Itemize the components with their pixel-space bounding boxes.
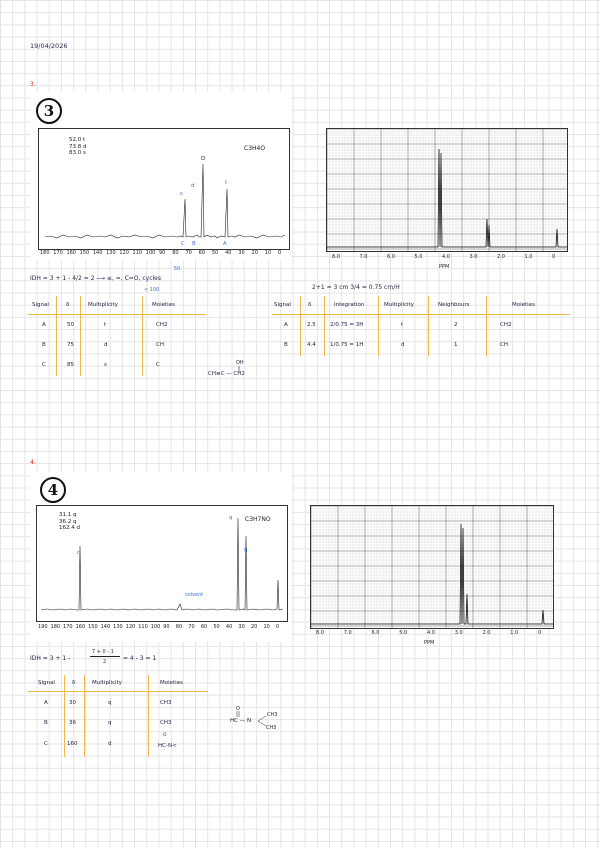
axis-tick-label: 50: [211, 250, 219, 256]
axis-tick-label: 3.0: [469, 254, 478, 260]
p4-row-c-o: O: [163, 733, 167, 738]
region-label-C: C: [181, 241, 185, 247]
problem4-ihd-num: 7 + 0 - 1: [92, 649, 114, 655]
axis-tick-label: 120: [125, 624, 136, 630]
problem4-hnmr-spectrum: [310, 505, 554, 629]
axis-tick-label: 130: [106, 250, 116, 256]
axis-tick-label: 170: [63, 624, 73, 630]
p4-row-b-shift: 36: [69, 720, 76, 726]
p4-solvent-label: solvent: [185, 592, 204, 598]
p4-row-a-signal: A: [44, 700, 48, 706]
region-label-B: B: [192, 241, 196, 247]
h-row-a-moiety: CH2: [500, 322, 512, 328]
p4-row-a-shift: 30: [69, 700, 76, 706]
problem3-hnmr-table: [272, 296, 572, 356]
axis-tick-label: 1.0: [510, 630, 519, 636]
p4-header-multiplicity: Multiplicity: [92, 680, 122, 686]
h-header-shift: δ: [308, 302, 312, 308]
axis-tick-label: 140: [100, 624, 111, 630]
axis-tick-label: 8.0: [332, 254, 340, 260]
axis-tick-label: 6.0: [387, 254, 395, 260]
problem3-circled-number: 3: [36, 98, 62, 124]
axis-tick-label: 130: [113, 624, 123, 630]
p4-peak-label-d: d: [77, 550, 81, 556]
axis-tick-label: 80: [172, 250, 179, 256]
axis-tick-label: 60: [200, 624, 208, 630]
problem3-hnmr-spectrum: [326, 128, 568, 252]
problem3-structure-bond: [238, 366, 242, 372]
problem4-structure-ch3b: CH3: [266, 725, 277, 731]
problem4-hnmr-axis: [310, 630, 552, 638]
region-label-A: A: [223, 241, 227, 247]
p4-row-c-mult: d: [108, 741, 112, 747]
p4-header-shift: δ: [72, 680, 76, 686]
p4-header-moieties: Moieties: [160, 680, 183, 686]
problem4-hnmr-unit: PPM: [424, 640, 435, 646]
axis-tick-label: 20: [250, 624, 258, 630]
p4-row-c-shift: 160: [67, 741, 78, 747]
p4-row-a-mult: q: [108, 700, 112, 706]
problem4-ihd-right: = 4 - 3 = 1: [123, 655, 157, 662]
problem3-h-note: 2+1 = 3 cm 3/4 = 0.75 cm/H: [312, 284, 400, 291]
axis-tick-label: 190: [38, 624, 48, 630]
problem3-ihd-note-top: 50: [174, 266, 181, 272]
axis-tick-label: 60: [198, 250, 206, 256]
axis-tick-label: 100: [145, 250, 156, 256]
problem4-circled-number: 4: [40, 477, 66, 503]
p4-row-b-moiety: CH3: [160, 720, 172, 726]
p4-peak-label-q1: q: [229, 515, 233, 521]
table-row-b-signal: B: [42, 342, 46, 348]
h-row-a-shift: 2.5: [307, 322, 316, 328]
peak-label-t: t: [225, 180, 228, 186]
problem3-cnmr-table: [28, 296, 208, 376]
problem3-hnmr-grid: [327, 129, 567, 251]
p4-row-c-moiety: HC-N<: [158, 743, 177, 749]
axis-tick-label: 170: [53, 250, 63, 256]
axis-tick-label: 90: [163, 624, 170, 630]
problem4-formula: C3H7NO: [245, 516, 271, 523]
axis-tick-label: 120: [119, 250, 129, 256]
table-row-a-moiety: CH2: [156, 322, 168, 328]
problem4-hnmr-grid: [311, 506, 553, 628]
h-row-b-signal: B: [284, 342, 288, 348]
p4-header-signal: Signal: [38, 680, 55, 686]
axis-tick-label: 10: [263, 624, 270, 630]
table-row-a-mult: t: [104, 322, 107, 328]
table-row-c-moiety: C: [156, 362, 160, 368]
axis-tick-label: 5.0: [414, 254, 423, 260]
problem4-structure-double-bond: [236, 711, 240, 717]
axis-tick-label: 0: [276, 624, 280, 630]
p4-peak-label-q2: q: [244, 547, 248, 553]
axis-tick-label: 0: [278, 250, 282, 256]
h-row-b-neighbours: 1: [454, 342, 458, 348]
axis-tick-label: 20: [251, 250, 258, 256]
axis-tick-label: 50: [213, 624, 220, 630]
axis-tick-label: 40: [225, 624, 233, 630]
axis-tick-label: 160: [75, 624, 86, 630]
problem3-formula: C3H4O: [244, 145, 266, 152]
h-header-moieties: Moieties: [512, 302, 535, 308]
problem4-structure-ch3a: CH3: [267, 712, 278, 718]
table-row-a-signal: A: [42, 322, 46, 328]
h-row-a-mult: t: [401, 322, 404, 328]
axis-tick-label: 4.0: [427, 630, 435, 636]
problem4-ihd-fraction-bar: [90, 656, 120, 657]
problem4-ihd-den: 2: [103, 659, 107, 665]
header-signal: Signal: [32, 302, 49, 308]
axis-tick-label: 160: [66, 250, 76, 256]
table-row-b-mult: d: [104, 342, 108, 348]
axis-tick-label: 0: [552, 254, 556, 260]
h-row-b-mult: d: [401, 342, 405, 348]
axis-tick-label: 7.0: [359, 254, 368, 260]
axis-tick-label: 10: [264, 250, 272, 256]
axis-tick-label: 180: [40, 250, 50, 256]
problem4-cnmr-spectrum: [36, 505, 288, 622]
axis-tick-label: 30: [238, 624, 245, 630]
axis-tick-label: 7.0: [343, 630, 352, 636]
h-header-neighbours: Neighbours: [438, 302, 470, 308]
h-header-multiplicity: Multiplicity: [384, 302, 414, 308]
axis-tick-label: 80: [175, 624, 183, 630]
h-row-b-integration: 1/0.75 = 1H: [330, 342, 364, 348]
axis-tick-label: 150: [79, 250, 90, 256]
axis-tick-label: 90: [159, 250, 166, 256]
axis-tick-label: 5.0: [399, 630, 408, 636]
axis-tick-label: 4.0: [442, 254, 450, 260]
axis-tick-label: 30: [238, 250, 245, 256]
h-row-b-moiety: CH: [500, 342, 508, 348]
axis-tick-label: 140: [92, 250, 103, 256]
h-header-integration: Integration: [334, 302, 365, 308]
problem4-cnmr-table: [28, 675, 210, 757]
problem4-ihd-left: IDH = 3 + 1 -: [30, 655, 71, 662]
axis-tick-label: 150: [88, 624, 98, 630]
axis-tick-label: 70: [185, 250, 192, 256]
table-row-b-moiety: CH: [156, 342, 164, 348]
p4-row-b-mult: q: [108, 720, 112, 726]
peak-label-D: D: [201, 156, 206, 162]
header-multiplicity: Multiplicity: [88, 302, 118, 308]
h-header-signal: Signal: [274, 302, 291, 308]
problem3-ihd-note-bottom: < 100: [144, 287, 160, 293]
problem4-structure-o: O: [236, 706, 240, 712]
axis-tick-label: 3.0: [454, 630, 463, 636]
p4-row-b-signal: B: [44, 720, 48, 726]
table-row-b-shift: 75: [67, 342, 74, 348]
problem-number-4: 4.: [30, 459, 36, 466]
problem3-cnmr-peak-list: 52.0 t 73.8 d 83.0 s: [69, 137, 87, 156]
table-row-c-signal: C: [42, 362, 46, 368]
h-row-a-signal: A: [284, 322, 288, 328]
problem3-structure-oh: OH: [236, 360, 244, 366]
axis-tick-label: 110: [138, 624, 148, 630]
p4-row-a-moiety: CH3: [160, 700, 172, 706]
problem4-cnmr-peak-list: 31.1 q 36.2 q 162.4 d: [59, 512, 80, 531]
axis-tick-label: 1.0: [524, 254, 533, 260]
header-shift: δ: [66, 302, 70, 308]
axis-tick-label: 70: [188, 624, 195, 630]
table-row-a-shift: 50: [67, 322, 74, 328]
header-moieties: Moieties: [152, 302, 175, 308]
h-row-b-shift: 4.4: [307, 342, 316, 348]
problem4-cnmr-axis: [36, 624, 286, 632]
peak-label-d: d: [191, 183, 195, 189]
axis-tick-label: 2.0: [497, 254, 505, 260]
p4-row-c-signal: C: [44, 741, 48, 747]
peak-label-c: c: [180, 191, 184, 197]
axis-tick-label: 0: [538, 630, 542, 636]
problem3-hnmr-axis: [326, 254, 566, 262]
axis-tick-label: 8.0: [316, 630, 324, 636]
table-row-c-mult: s: [104, 362, 107, 368]
axis-tick-label: 2.0: [482, 630, 491, 636]
problem3-structure: CH≡C — CH2: [208, 371, 245, 377]
date: 19/04/2026: [30, 42, 68, 50]
axis-tick-label: 110: [132, 250, 143, 256]
h-row-a-integration: 2/0.75 = 3H: [330, 322, 364, 328]
problem3-cnmr-spectrum: [38, 128, 290, 250]
problem3-ihd: IDH = 3 + 1 - 4/2 = 2 ⟶ ≡, =, C=O, cycles: [30, 275, 162, 282]
axis-tick-label: 180: [50, 624, 61, 630]
problem3-cnmr-axis: [38, 250, 288, 258]
problem4-structure-main: HC — N: [230, 718, 252, 724]
table-row-c-shift: 85: [67, 362, 74, 368]
axis-tick-label: 40: [225, 250, 232, 256]
problem3-hnmr-unit: PPM: [439, 264, 450, 270]
axis-tick-label: 6.0: [371, 630, 380, 636]
axis-tick-label: 100: [150, 624, 161, 630]
h-row-a-neighbours: 2: [454, 322, 458, 328]
problem-number-3: 3.: [30, 81, 36, 88]
